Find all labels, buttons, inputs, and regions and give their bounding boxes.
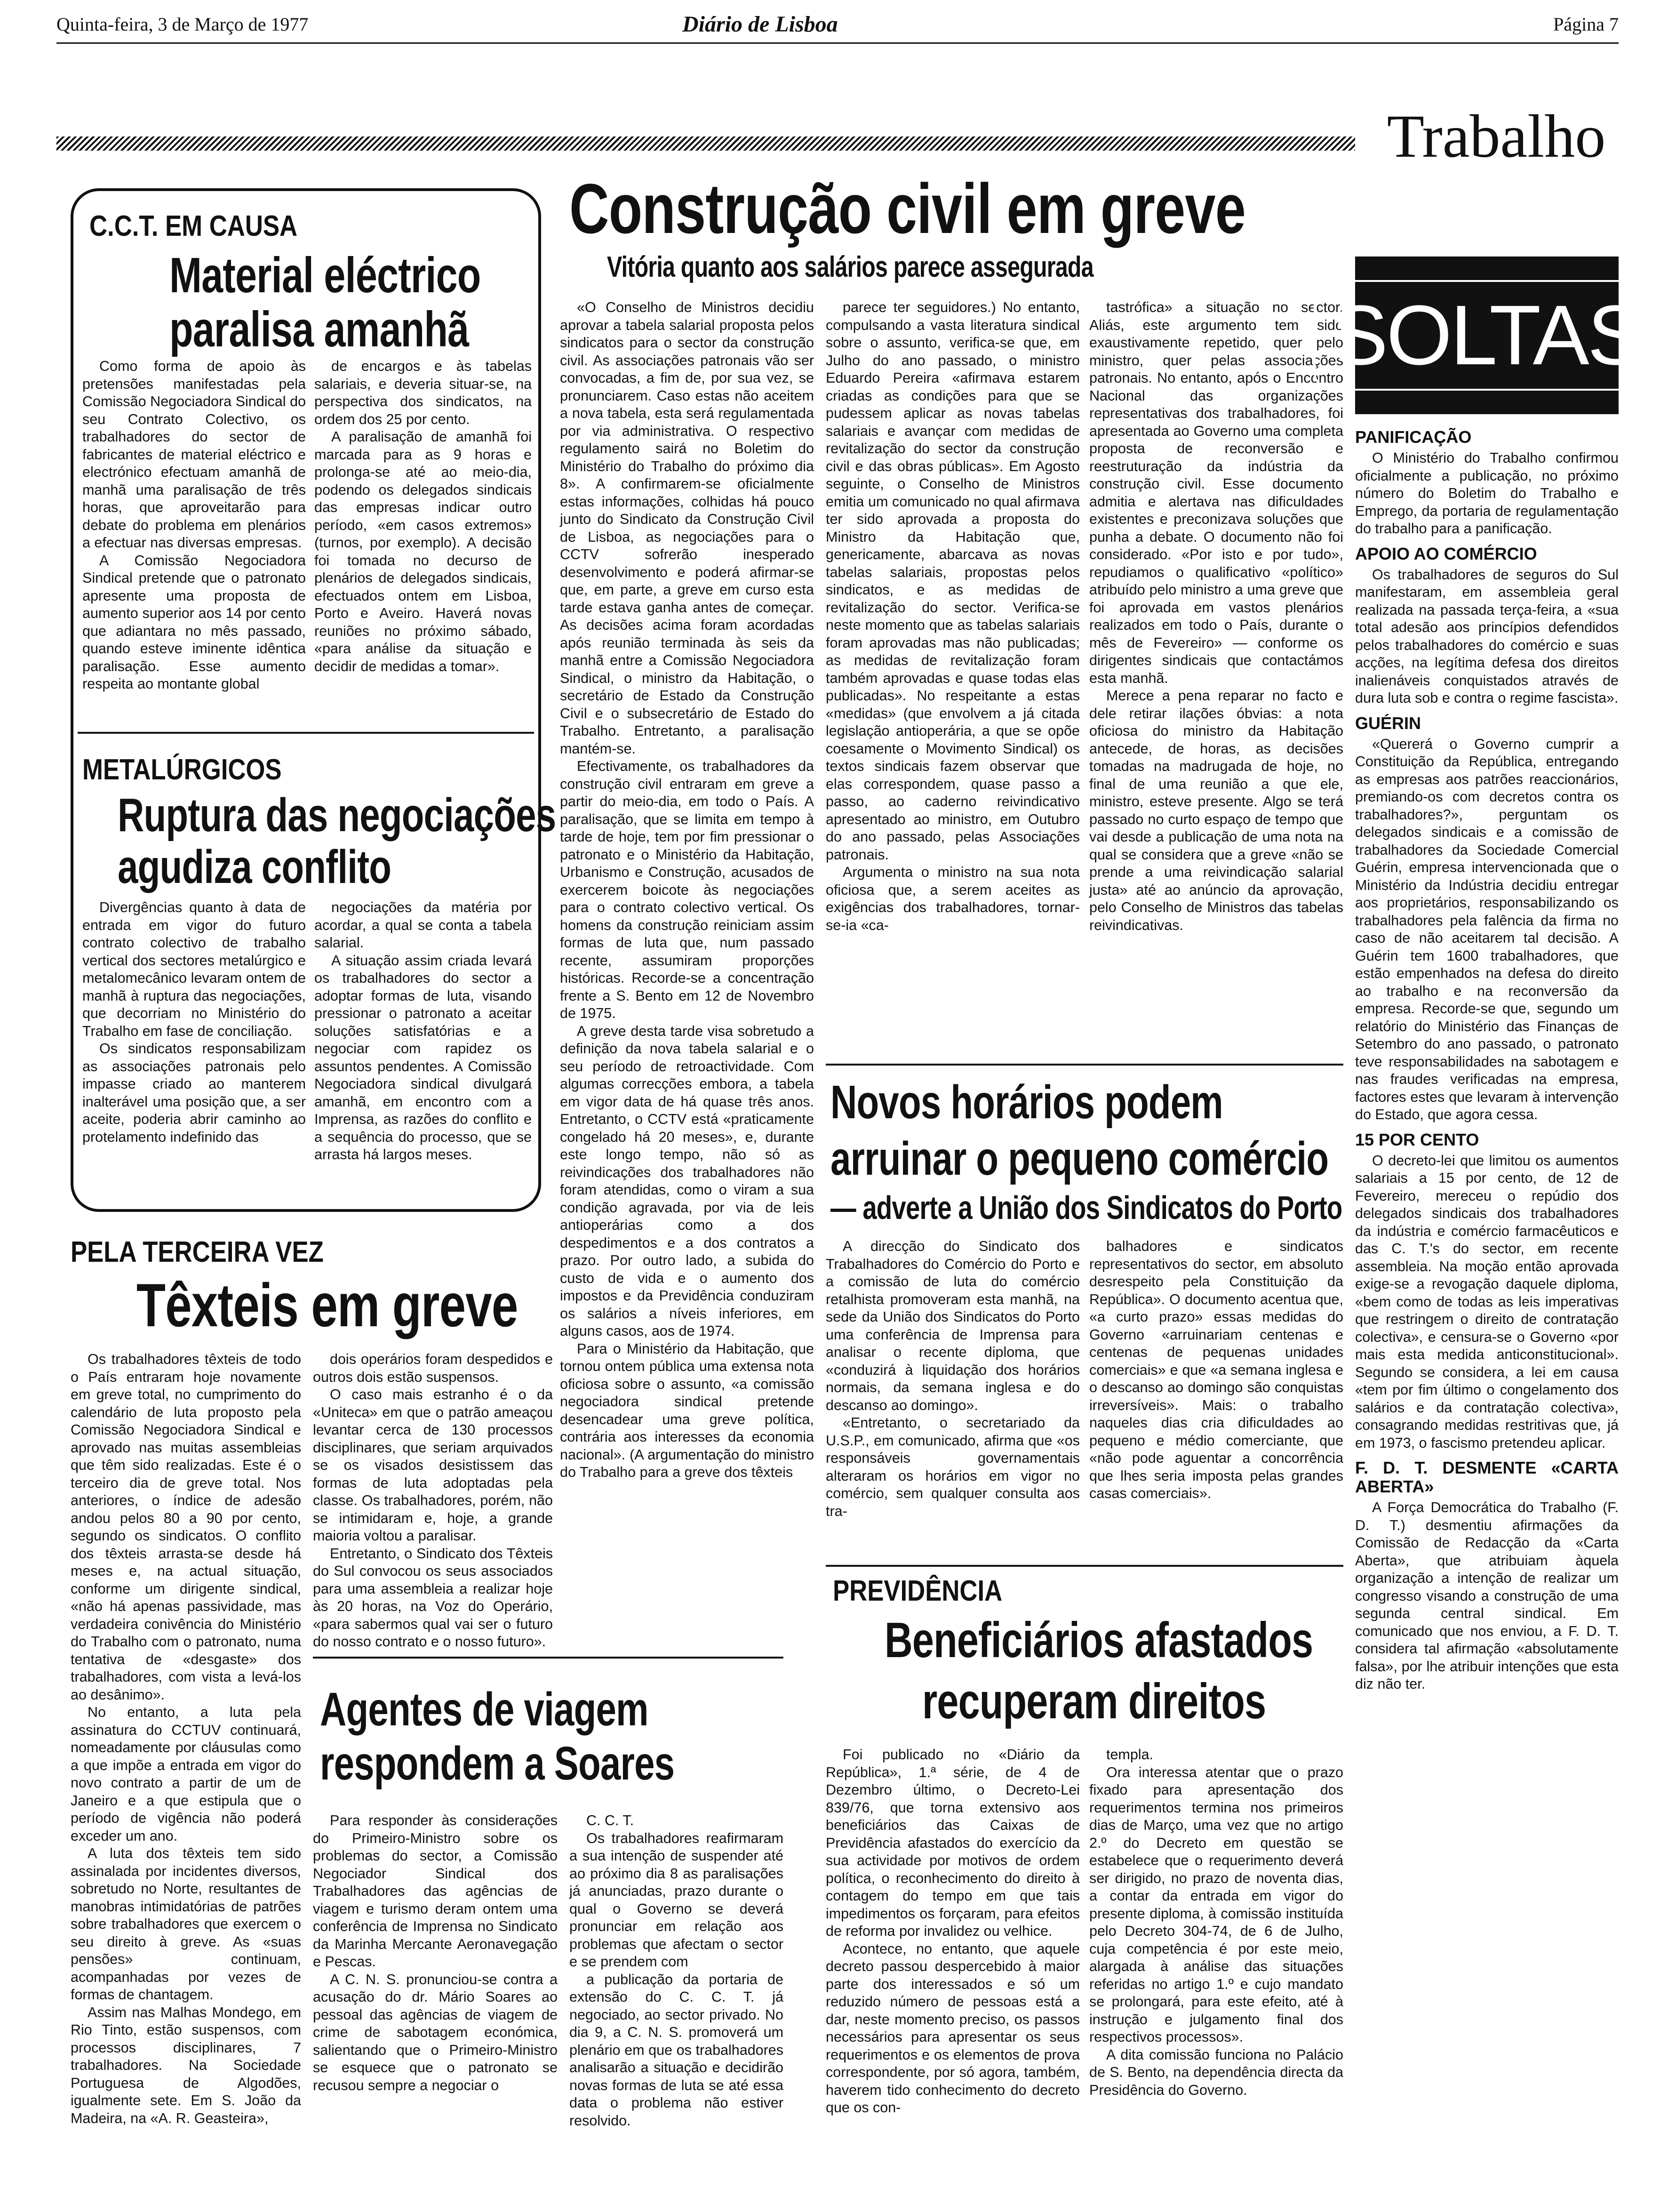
metal-col-2: negociações da matéria por acordar, a qual se conta a tabela salarial. A situação assim criada levará os trabalhadores do sector a adoptar formas de luta, visando pressionar o patronato a aceitar soluções satisfatórias e a negociar com rapidez os assuntos pendentes. A Comissão Negociadora sindical divulgará amanhã, em encontro com a Imprensa, as razões do conflito e a sequência do processo, que se arrasta há largos meses. [314,899,532,1162]
texteis-col-2: dois operários foram despedidos e outros dois estão suspensos. O caso mais estranho é o da «Uniteca» em que o patrão ameaçou levantar cerca de 130 processos disciplinares, que seriam arquivados se os visados desistissem das formas de luta adoptadas pela classe. Os trabalhadores, porém, não se intimidaram e, hoje, a grande maioria voltou a paralisar. Entretanto, o Sindicato dos Têxteis do Sul convocou os seus associados para uma assembleia a realizar hoje às 20 horas, na Voz do Operário, «para sabermos qual vai ser o futuro do nosso contrato e o nosso futuro». [313,1351,553,1650]
horarios-headline-1: Novos horários podem [830,1076,1223,1129]
previdencia-rule [826,1565,1343,1567]
cct-headline-2: paralisa amanhã [169,302,469,357]
metal-col-1: Divergências quanto à data de entrada em vigor do futuro contrato colectivo de trabalho vertical dos sectores metalúrgico e metalomecânico levaram ontem de manhã à ruptura das negociações, que decorriam no Ministério do Trabalho em fase de conciliação. Os sindicatos responsabilizam as associações patronais pelo impasse criado ao manterem inalterável uma posição que, a ser aceite, poderia abrir caminho ao protelamento indefinido das [82,899,306,1145]
cct-col-1: Como forma de apoio às pretensões manifestadas pela Comissão Negociadora Sindical do seu Contrato Colectivo, os trabalhadores do sector de fabricantes de material eléctrico e electrónico efectuam amanhã de manhã uma paralisação de três horas, que aproveitarão para debate do problema em plenários a efectuar nas diversas empresas. A Comissão Negociadora Sindical pretende que o patronato apresente uma proposta de aumento superior aos 14 por cento que adiantara no mês passado, quando esteve iminente idêntica paralisação. Esse aumento respeita ao montante global [82,358,306,692]
texteis-headline: Têxteis em greve [136,1271,518,1339]
construcao-col-3: tastrófica» a situação no sector. Aliás, este argumento tem sido exaustivamente repetido, quer pelo ministro, quer pelas associações patronais. No entanto, após o Encontro Nacional das organizações representativas dos trabalhadores, foi apresentada ao Governo uma completa proposta de reconversão e reestruturação da indústria da construção civil. Esse documento admitia e alertava nas dificuldades existentes e preconizava soluções que punha a debate. O documento não foi considerado. «Por isto e por tudo», repudiamos o qualificativo «político» atribuído pelo ministro a uma greve que foi aprovada em vastos plenários realizados em todo o País, durante o mês de Fevereiro» — conforme os dirigentes sindicais que contactámos esta manhã. Merece a pena reparar no facto e dele retirar ilações óbvias: a nota oficiosa do ministro da Habitação antecede, de horas, as decisões tomadas na madrugada de hoje, no final de uma reunião a que ele, ministro, esteve presente. Algo se terá passado no curto espaço de tempo que vai desde a publicação de uma nota na qual se considera que a greve «não se prende a uma reivindicação salarial justa» até ao anúncio da aprovação, pelo Conselho de Ministros das tabelas reivindicativas. [1089,299,1343,933]
horarios-col-1: A direcção do Sindicato dos Trabalhadores do Comércio do Porto e a comissão de luta do comércio retalhista promoveram esta manhã, na sede da União dos Sindicatos do Porto uma conferência de Imprensa para analisar o recente diploma, que «conduzirá à liquidação dos horários normais, da semana inglesa e do descanso ao domingo». «Entretanto, o secretariado da U.S.P., em comunicado, afirma que «os responsáveis governamentais alteraram os horários em vigor no comércio, sem qualquer consulta aos tra- [826,1238,1080,1519]
metal-headline-1: Ruptura das negociações [118,789,556,842]
masthead-page: Página 7 [1553,14,1619,35]
construcao-subhead: Vitória quanto aos salários parece assegurada [607,251,1093,283]
masthead-paper: Diário de Lisboa [682,12,838,37]
soltas-head-15-por-cento: 15 POR CENTO [1355,1130,1479,1149]
horarios-headline-2: arruinar o pequeno comércio [830,1132,1329,1185]
soltas-head-panificacao: PANIFICAÇÃO [1355,427,1472,447]
cct-headline-1: Material eléctrico [169,248,481,303]
agentes-headline-1: Agentes de viagem [320,1683,648,1736]
soltas-text-panificacao: O Ministério do Trabalho confirmou oficialmente a publicação, no próximo número do Boletim do Trabalho e Emprego, da portaria de regulamentação do trabalho para a panificação. [1355,450,1619,537]
horarios-rule [826,1064,1343,1066]
soltas-text-fdt: A Força Democrática do Trabalho (F. D. T.) desmentiu afirmações da Comissão de Redacção da «Carta Aberta», que atribuiam àquela organização a intenção de realizar um congresso visando a construção de uma segunda central sindical. Em comunicado que nos enviou, a F. D. T. considera tal afirmação «absolutamente falsa», por lhe atribuir intenções que esta diz não ter. [1355,1499,1619,1692]
texteis-col-1: Os trabalhadores têxteis de todo o País entraram hoje novamente em greve total, no cumprimento do calendário de luta proposto pela Comissão Negociadora Sindical e aprovado nas muitas assembleias que têm sido realizadas. Este é o terceiro dia de greve total. Nos anteriores, o índice de adesão andou pelos 80 a 90 por cento, segundo os sindicatos. O conflito dos têxteis arrasta-se desde há meses e, na actual situação, conforme um dirigente sindical, «não há apenas passividade, mas verdadeira conivência do Ministério do Trabalho com o patronato, numa tentativa de «desgaste» dos trabalhadores, com vista a levá-los ao desânimo». No entanto, a luta pela assinatura do CCTUV continuará, nomeadamente por cláusulas como a que impõe a entrada em vigor do novo contrato a partir de um de Janeiro e a que estipula que o período de vigência não poderá exceder um ano. A luta dos têxteis tem sido assinalada por incidentes diversos, sobretudo no Norte, resultantes de manobras intimidatórias de patrões sobre trabalhadores que exercem o seu direito à greve. As «suas pensões» continuam, acompanhadas por vezes de formas de chantagem. Assim nas Malhas Mondego, em Rio Tinto, estão suspensos, com processos disciplinares, 7 trabalhadores. Na Sociedade Portuguesa de Algodões, igualmente sete. Em S. João da Madeira, na «A. R. Geasteira», [71,1351,301,2126]
soltas-logo [1332,256,1642,414]
cct-col-2: de encargos e às tabelas salariais, e deveria situar-se, na perspectiva dos sindicatos, na ordem dos 25 por cento. A paralisação de amanhã foi marcada para as 9 horas e prolonga-se até ao meio-dia, podendo os delegados sindicais das empresas indicar outro período, «em casos extremos» (turnos, por exemplo). A decisão foi tomada no decurso de plenários de delegados sindicais, efectuados ontem em Lisboa, Porto e Aveiro. Haverá novas reuniões no próximo sábado, «para análise da situação e decidir de medidas a tomar». [314,358,532,674]
section-title: Trabalho [1387,103,1606,170]
agentes-headline-2: respondem a Soares [320,1737,675,1790]
masthead-rule [56,42,1619,44]
masthead-date: Quinta-feira, 3 de Março de 1977 [56,14,309,35]
construcao-col-1: «O Conselho de Ministros decidiu aprovar a tabela salarial proposta pelos sindicatos para o sector da construção civil. As associações patronais vão ser convocadas, a fim de, por sua vez, se pronunciarem. Caso estas não aceitem a nova tabela, esta será regulamentada por via administrativa. O respectivo regulamento sairá no Boletim do Ministério do Trabalho do próximo dia 8». A confirmarem-se oficialmente estas informações, colhidas há pouco junto do Sindicato da Construção Civil de Lisboa, as negociações para o CCTV sofrerão inesperado desenvolvimento e poderá afirmar-se que, em parte, a greve em curso esta tarde estava ganha antes de começar. As decisões acima foram acordadas após reunião terminada às seis da manhã entre a Comissão Negociadora Sindical, o ministro da Habitação, o secretário de Estado da Construção Civil e o subsecretário de Estado do Trabalho. Entretanto, a paralisação mantém-se. Efectivamente, os trabalhadores da construção civil entraram em greve a partir do meio-dia, em todo o País. A paralisação, que se limita em tempo à tarde de hoje, tem por fim pressionar o patronato e o Ministério da Habitação, Urbanismo e Construção, acusados de exercerem boicote às negociações para o contrato colectivo vertical. Os homens da construção reiniciam assim formas de luta que, num passado recente, assumiram proporções históricas. Recorde-se a concentração frente a S. Bento em 12 de Novembro de 1975. A greve desta tarde visa sobretudo a definição da nova tabela salarial e o seu período de retroactividade. Com algumas correcções embora, a tabela em vigor data de há quase três anos. Entretanto, o CCTV está «praticamente congelado há 20 meses», e, durante este longo tempo, não só as reivindicações dos trabalhadores não foram atendidas, como o viram a sua condição agravada, por via de leis antioperárias como a dos despedimentos e a dos contratos a prazo. Por outro lado, a subida do custo de vida e o aumento dos impostos e da Previdência conduziram os salários a níveis inferiores, em alguns casos, aos de 1974. Para o Ministério da Habitação, que tornou ontem pública uma extensa nota oficiosa sobre o assunto, «a comissão negociadora sindical pretende desencadear uma greve política, contrária aos interesses da economia nacional». (A argumentação do ministro do Trabalho para a greve dos têxteis [560,299,814,1480]
agentes-col-2: C. C. T. Os trabalhadores reafirmaram a sua intenção de suspender até ao próximo dia 8 as paralisações já anunciadas, prazo durante o qual o Governo se deverá pronunciar em relação aos problemas que afectam o sector e se prendem com a publicação da portaria de extensão do C. C. T. já negociado, ao sector privado. No dia 9, a C. N. S. promoverá um plenário em que os trabalhadores analisarão a situação e decidirão novas formas de luta se até essa data o problema não estiver resolvido. [569,1812,783,2129]
previdencia-kicker: PREVIDÊNCIA [833,1575,1003,1607]
agentes-col-1: Para responder às considerações do Primeiro-Ministro sobre os problemas do sector, a Comissão Negociador Sindical dos Trabalhadores das agências de viagem e turismo deram ontem uma conferência de Imprensa no Sindicato da Marinha Mercante Aeronavegação e Pescas. A C. N. S. pronunciou-se contra a acusação do dr. Mário Soares ao pessoal das agências de viagem de crime de sabotagem económica, salientando que o Primeiro-Ministro se esquece que o patronato se recusou sempre a negociar o [313,1812,558,2093]
soltas-text-apoio: Os trabalhadores de seguros do Sul manifestaram, em assembleia geral realizada na passada terça-feira, a «sua total adesão aos princípios defendidos pelos trabalhadores do comércio e suas acções, na legítima defesa dos direitos inalienáveis conquistados através de dura luta sob e contra o regime fascista». [1355,566,1619,706]
metal-kicker: METALÚRGICOS [82,753,282,786]
construcao-col-2: parece ter seguidores.) No entanto, compulsando a vasta literatura sindical sobre o assunto, verifica-se que, em Julho do ano passado, o ministro Eduardo Pereira «afirmava estarem criadas as condições para que se pudessem aplicar as novas tabelas salariais e avançar com medidas de revitalização do sector da construção civil e das obras públicas». Em Agosto seguinte, o Conselho de Ministros emitia um comunicado no qual afirmava ter sido aprovada a proposta do Ministro da Habitação que, genericamente, abarcava as novas tabelas salariais, propostas pelos sindicatos, e as medidas de revitalização do sector. Verifica-se neste momento que as tabelas salariais foram aprovadas mas não publicadas; as medidas de revitalização foram também aprovadas e quase todas elas publicadas». No respeitante a estas «medidas» (que envolvem a já citada legislação antioperária, a que se opõe coesamente o Movimento Sindical) os textos sindicais fazem observar que elas correspondem, quase passo a passo, ao caderno reivindicativo apresentado ao ministro, em Outubro do ano passado, pelas Associações patronais. Argumenta o ministro na sua nota oficiosa que, a serem aceites as exigências dos trabalhadores, tornar-se-ia «ca- [826,299,1080,933]
soltas-text-15-por-cento: O decreto-lei que limitou os aumentos salariais a 15 por cento, de 12 de Fevereiro, mereceu o repúdio dos delegados sindicais dos trabalhadores da indústria e comércio farmacêuticos e das C. T.'s do sector, em recente assembleia. Na moção então aprovada exige-se a revogação daquele diploma, «bem como de todas as leis imperativas que restringem o direito de contratação colectiva», e censura-se o Governo «por mais esta medida anticonstitucional». Segundo se considera, a lei em causa «tem por fim último o congelamento dos salários e da contratação colectiva», consagrando medidas restritivas que, já em 1973, o fascismo pretendeu aplicar. [1355,1152,1619,1451]
texteis-kicker: PELA TERCEIRA VEZ [71,1236,324,1268]
soltas-text-guerin: «Quererá o Governo cumprir a Constituição da República, entregando as empresas aos patrões reaccionários, premiando-os com decretos contra os trabalhadores?», perguntam os delegados sindicais e a comissão de trabalhadores da Sociedade Comercial Guérin, empresa intervencionada que o Ministério da Indústria decidiu entregar aos proprietários, responsabilizando os trabalhadores pela falência da firma no caso de não aceitarem tal decisão. A Guérin tem 1600 trabalhadores, que estão empenhados na defesa do direito ao trabalho e na reconversão da empresa. Recorde-se que, segundo um relatório do Ministério das Finanças de Setembro do ano passado, o patronato teve responsabilidades na sabotagem e nas fraudes verificadas na empresa, factores estes que levaram à intervenção do Estado, que agora cessa. [1355,736,1619,1122]
previdencia-headline-2: recuperam direitos [922,1674,1266,1729]
cct-divider [78,732,534,734]
horarios-headline-3: — adverte a União dos Sindicatos do Porto [830,1189,1342,1226]
soltas-head-fdt: F. D. T. DESMENTE «CARTA ABERTA» [1355,1458,1619,1496]
soltas-head-guerin: GUÉRIN [1355,713,1421,733]
previdencia-headline-1: Beneficiários afastados [885,1612,1313,1668]
construcao-headline: Construção civil em greve [569,169,1246,248]
soltas-column [1355,421,1619,2170]
section-hatch [56,136,1355,151]
soltas-head-apoio: APOIO AO COMÉRCIO [1355,544,1537,563]
cct-kicker: C.C.T. EM CAUSA [89,210,298,242]
previdencia-col-1: Foi publicado no «Diário da República», 1.ª série, de 4 de Dezembro último, o Decreto-Lei 839/76, que torna extensivo aos beneficiários das Caixas de Previdência afastados do exercício da sua actividade por motivos de ordem política, o reconhecimento do direito à contagem do tempo em que tais impedimentos os forçaram, para efeitos de reforma por invalidez ou velhice. Acontece, no entanto, que aquele decreto passou despercebido à maior parte dos interessados e só um reduzido número de pessoas está a dar, neste momento preciso, os passos necessários para apresentar os seus requerimentos e os elementos de prova correspondente, por só agora, também, haverem tido conhecimento do decreto que os con- [826,1747,1080,2116]
horarios-col-2: balhadores e sindicatos representativos do sector, em absoluto desrespeito pela Constituição da República». O documento acentua que, «a curto prazo» essas medidas do Governo «arruinariam centenas e centenas de pequenas unidades comerciais» e que «a semana inglesa e o descanso ao domingo são conquistas irreversíveis». Mais: o trabalho naqueles dias cria dificuldades ao pequeno e médio comerciante, que «não pode aguentar a concorrência que lhes seria imposta pelas grandes casas comerciais». [1089,1238,1343,1501]
previdencia-col-2: templa. Ora interessa atentar que o prazo fixado para apresentação dos requerimentos termina nos primeiros dias de Março, uma vez que no artigo 2.º do Decreto em questão se estabelece que o requerimento deverá ser dirigido, no prazo de noventa dias, a contar da entrada em vigor do presente diploma, à comissão instituída pelo Decreto 304-74, de 6 de Julho, cuja competência é por este meio, alargada à análise das situações referidas no artigo 1.º e cujo mandato se prolongará, para este efeito, até à instrução e julgamento final dos respectivos processos». A dita comissão funciona no Palácio de S. Bento, na dependência directa da Presidência do Governo. [1089,1747,1343,2098]
metal-headline-2: agudiza conflito [118,841,391,893]
soltas-logo-label: SOLTAS [1314,280,1660,391]
